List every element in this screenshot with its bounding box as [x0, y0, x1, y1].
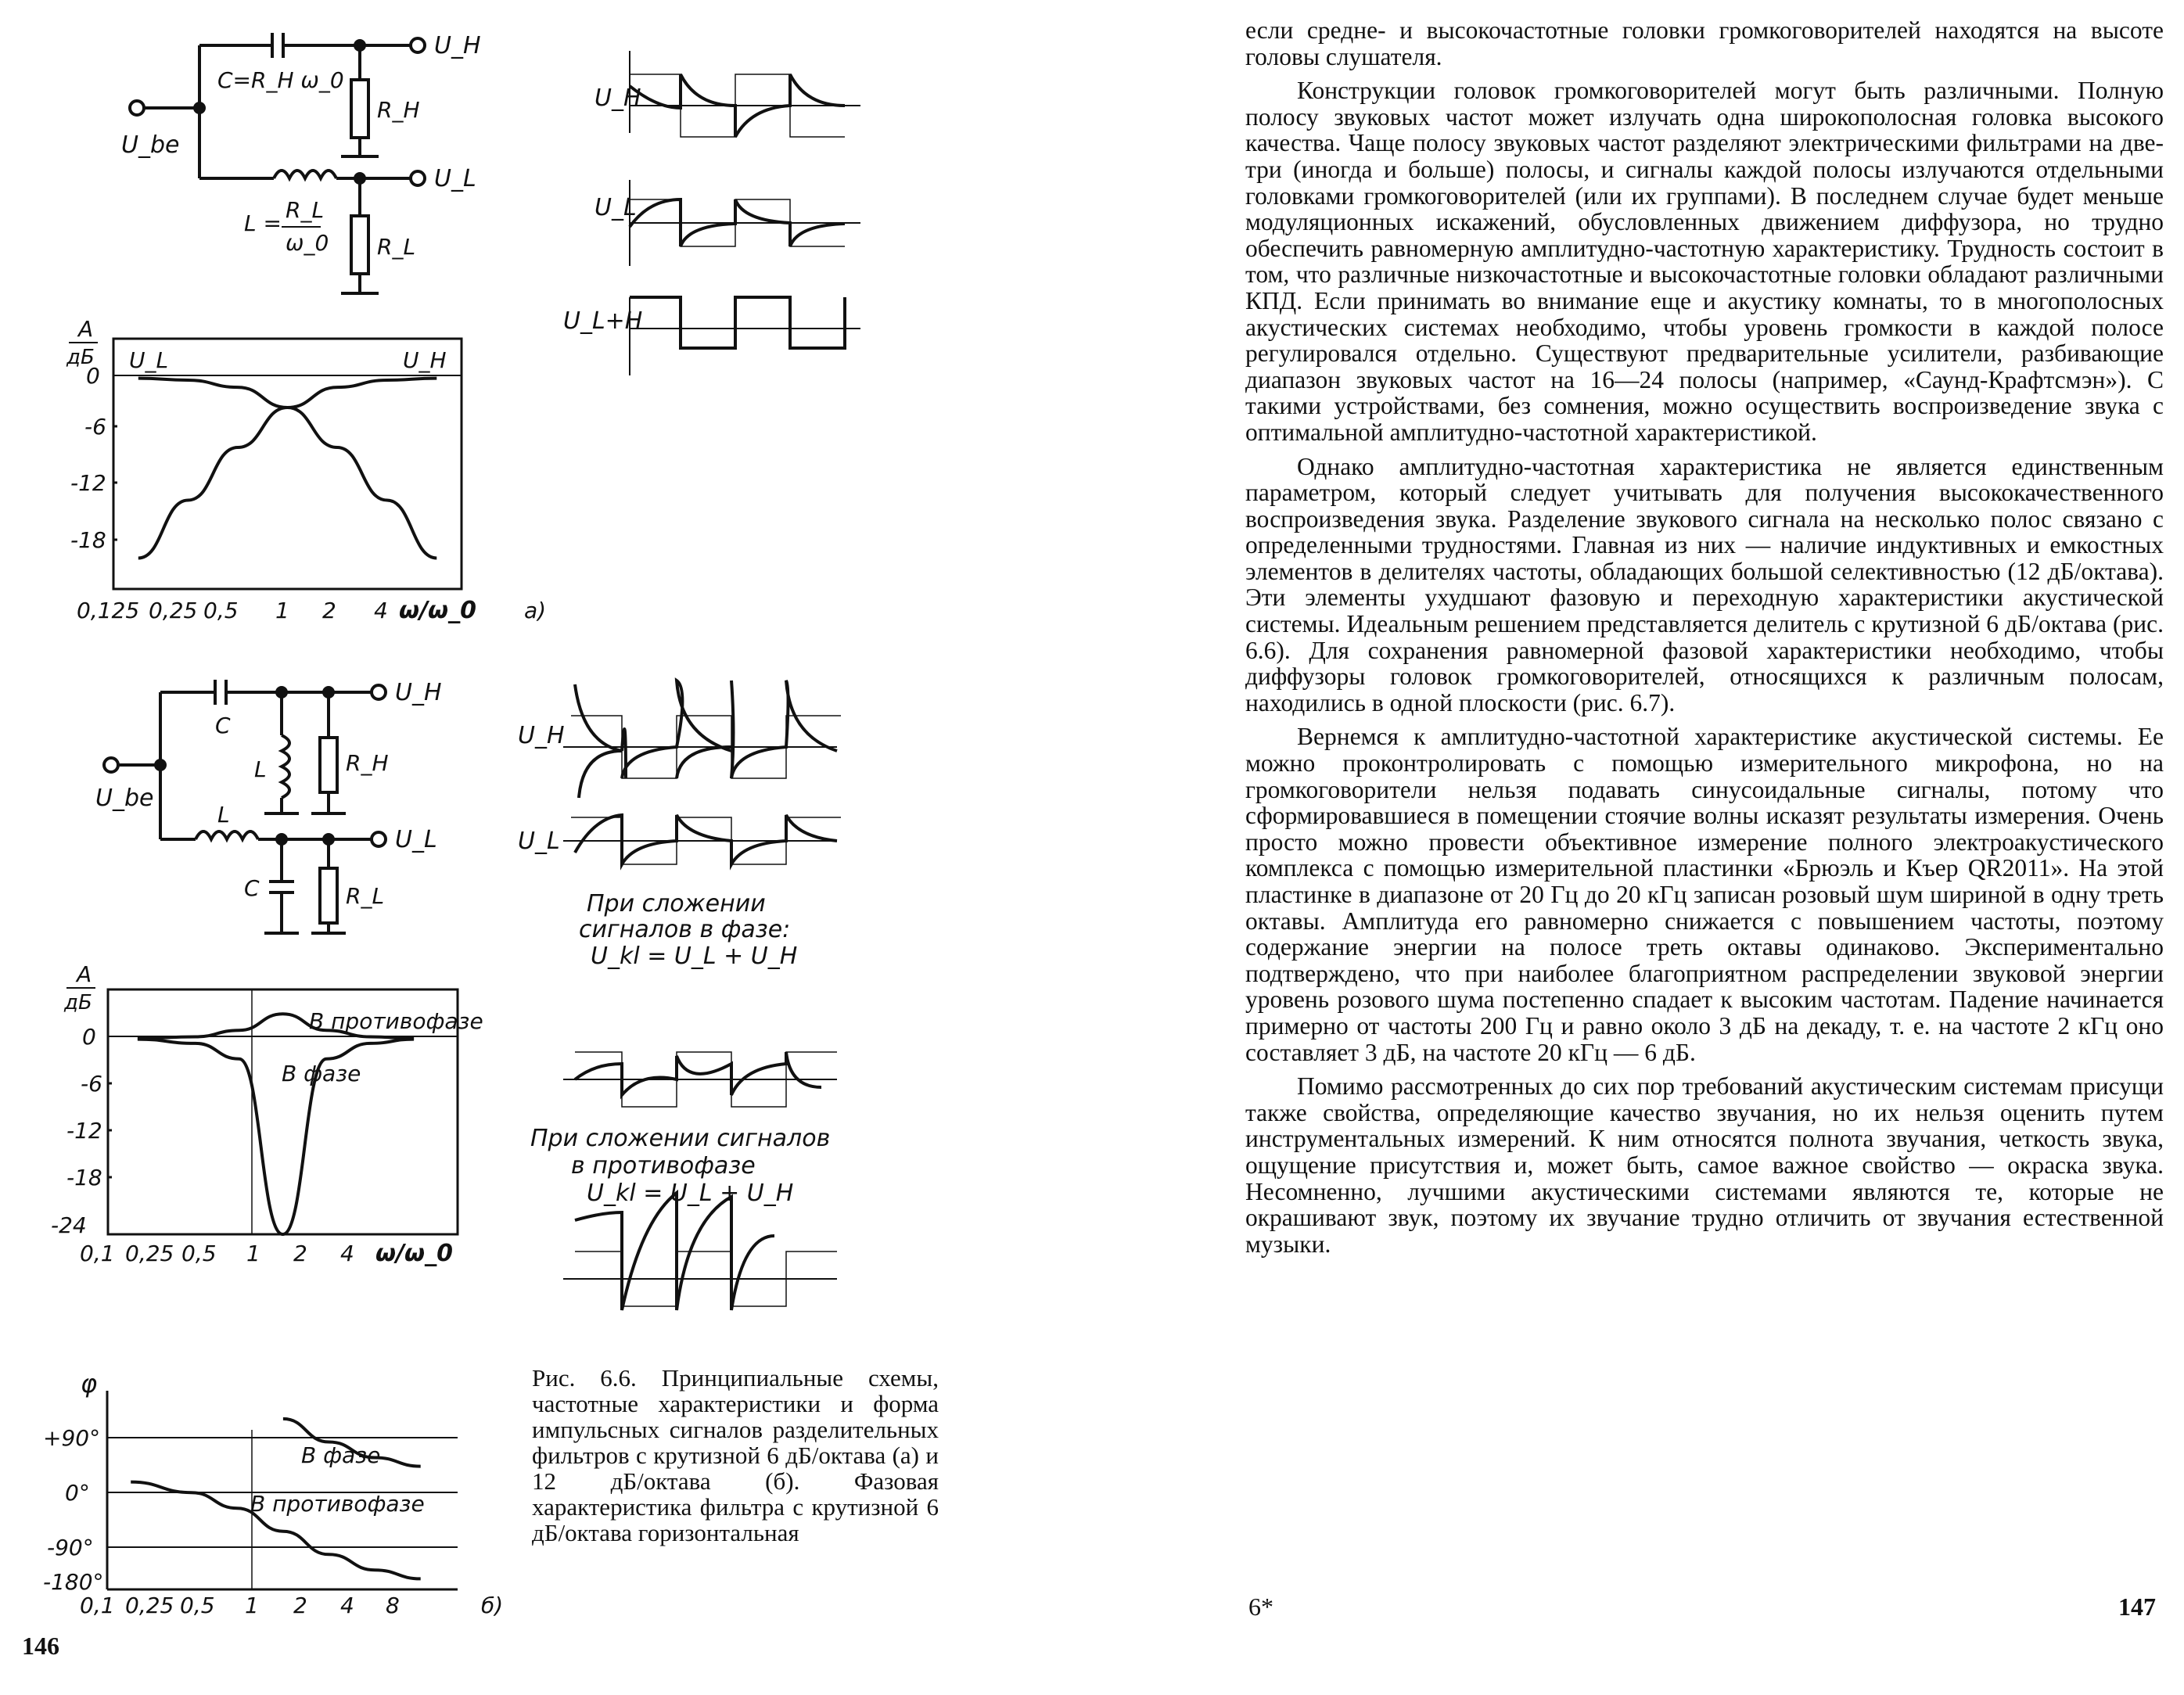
circuit-b-cap-top: C: [215, 713, 231, 738]
waveforms-b: [508, 673, 876, 1314]
chart-phase-ytick-0: +90°: [43, 1425, 101, 1451]
chart-a-curve-label-h: U_H: [403, 347, 447, 373]
figure-caption: Рис. 6.6. Принципиальные схемы, частотные характеристики и форма импульсных сигналов разделительных фильтров с крутизной 6 дБ/октава (а) и 12 дБ/октава (б). Фазовая характеристика фильтра с крутизной 6 дБ/октава горизонтальная: [532, 1364, 939, 1546]
chart-a-ytick-3: -18: [70, 527, 106, 553]
circuit-a-res-high: R_H: [377, 97, 420, 123]
chart-a-xtick-0: 0,125: [77, 598, 140, 623]
waveform-b-label-h: U_H: [518, 722, 565, 749]
circuit-a-out-high: U_H: [434, 32, 481, 59]
page-number-left: 146: [22, 1632, 59, 1660]
chart-b-ytick-1: -6: [81, 1071, 102, 1097]
paragraph-2: Конструкции головок громкоговорителей могут быть различными. Полную полосу звуковых частот может излучать одна широкополосная головка высокого качества. Чаще полосу звуковых частот разделяют электрическими фильтрами на две-три (иногда и больше) полосы, и сигналы каждой полосы излучаются отдельными головками громкоговорителей (или их группами). В последнем случае будет меньше модуляционных искажений, обусловленных движением диффузора, но трудно обеспечить равномерную амплитудно-частотную характеристику. Трудность состоит в том, что различные низкочастотные и высокочастотные головки обладают различными КПД. Если принимать во внимание еще и акустику комнаты, то в многополосных акустических системах необходимо, чтобы уровень громкости в каждой полосе регулировался отдельно. Существуют предварительные усилители, разбивающие диапазон звуковых частот на 16—24 полосы (например, «Саунд-Крафтсмэн»). С такими устройствами, без сомнения, можно осуществить воспроизведение звука с оптимальной амплитудно-частотной характеристикой.: [1245, 77, 2164, 446]
circuit-b-ind-series: L: [217, 802, 230, 828]
circuit-b-cap-shunt: C: [244, 875, 260, 901]
chart-a-curves-series-1: [138, 379, 437, 558]
chart-b-xtick-2: 0,5: [181, 1241, 217, 1266]
signature-mark: 6*: [1248, 1593, 1273, 1621]
chart-a-panel-label: а): [524, 598, 547, 623]
circuit-a-res-low: R_L: [377, 234, 416, 260]
in-phase-text-2: сигналов в фазе:: [579, 916, 791, 943]
circuit-b-out-high: U_H: [395, 679, 442, 706]
chart-a-xtick-5: 4: [374, 598, 388, 623]
waveform-a-label-sum: U_L+H: [563, 307, 643, 335]
chart-phase-xtick-5: 4: [340, 1593, 354, 1618]
chart-phase-xtick-4: 2: [293, 1593, 307, 1618]
chart-b-ytick-4: -24: [51, 1212, 87, 1238]
chart-a-xtick-3: 1: [275, 598, 289, 623]
circuit-a-out-low: U_L: [434, 165, 476, 192]
chart-b-xtick-5: 4: [340, 1241, 354, 1266]
chart-a-xtick-1: 0,25: [149, 598, 198, 623]
paragraph-1: если средне- и высокочастотные головки громкоговорителей находятся на высоте головы слушателя.: [1245, 16, 2164, 70]
anti-phase-text-2: в противофазе: [571, 1152, 756, 1180]
circuit-b-ind-shunt: L: [254, 756, 267, 782]
anti-phase-text-1: При сложении сигналов: [530, 1125, 831, 1152]
chart-a-ytick-0: 0: [86, 363, 100, 389]
chart-a: [55, 309, 555, 637]
chart-b-label-antiphase: В противофазе: [309, 1008, 483, 1034]
chart-phase-ylabel: φ: [81, 1369, 98, 1399]
chart-a-curve-label-l: U_L: [129, 347, 169, 373]
in-phase-formula: U_kl = U_L + U_H: [591, 943, 798, 970]
chart-b-xtick-4: 2: [293, 1241, 307, 1266]
chart-a-ytick-1: -6: [84, 414, 106, 440]
paragraph-5: Помимо рассмотренных до сих пор требований акустическим системам присущи также свойства, определяющие качество звучания, но их нельзя оценить путем инструментальных измерений. К ним относятся полнота звучания, четкость звука, ощущение присутствия и, может быть, самое важное свойство — окраска звука. Несомненно, лучшими акустическими системами являются те, которые не окрашивают звук, поэтому их звучание трудно отличить от звучания естественной музыки.: [1245, 1072, 2164, 1258]
chart-phase-ytick-2: -90°: [47, 1535, 94, 1560]
paragraph-4: Вернемся к амплитудно-частотной характеристике акустической системы. Ее можно проконтролировать с помощью измерительного микрофона, но на громкоговорители нельзя подавать синусоидальные сигналы, потому что сформировавшиеся в помещении стоячие волны исказят результаты измерения. Очень просто можно провести объективное измерение полного электроакустического комплекса с помощью измерительной пластинки «Брюэль и Къер QR2011». На этой пластинке в диапазоне от 20 Гц до 20 кГц записан розовый шум шириной в одну треть октавы. Амплитуда его равномерно снижается с повышением частоты, поэтому содержание энергии на полосе треть октавы одинаково. Экспериментально подтверждено, что при наиболее благоприятном распределении звуковой энергии уровень розового шума постепенно спадает к высоким частотам. Падение начинается примерно от частоты 200 Гц и равно около 3 дБ на декаду, т. е. на частоте 2 кГц оно составляет 3 дБ, на частоте 20 кГц — 6 дБ.: [1245, 723, 2164, 1066]
chart-a-ytick-2: -12: [70, 470, 106, 496]
body-text: [1245, 17, 2164, 1265]
anti-phase-formula: U_kl = U_L + U_H: [587, 1180, 794, 1207]
chart-b-xtick-3: 1: [246, 1241, 260, 1266]
waveform-a-label-l: U_L: [594, 194, 637, 221]
circuit-b-input: U_be: [95, 785, 154, 812]
circuit-a-ind-lhs: L =: [244, 210, 282, 236]
right-page: [1092, 0, 2184, 1695]
chart-b-label-inphase: В фазе: [282, 1061, 361, 1086]
chart-phase-label-inphase: В фазе: [301, 1442, 381, 1468]
circuit-b-out-low: U_L: [395, 826, 437, 853]
chart-phase-ytick-1: 0°: [65, 1480, 90, 1506]
circuit-b-res-high: R_H: [346, 750, 389, 776]
chart-b: [47, 954, 524, 1267]
circuit-b-res-low: R_L: [346, 883, 385, 909]
chart-a-xtick-2: 0,5: [203, 598, 239, 623]
circuit-b: [94, 669, 469, 950]
chart-phase: [43, 1361, 528, 1627]
chart-phase-xtick-1: 0,25: [125, 1593, 174, 1618]
in-phase-text-1: При сложении: [587, 890, 766, 918]
chart-a-curves-series-0: [138, 379, 437, 558]
chart-phase-xtick-2: 0,5: [180, 1593, 215, 1618]
circuit-a-ind-num: R_L: [286, 197, 325, 223]
chart-a-xtick-4: 2: [322, 598, 336, 623]
circuit-a: [110, 16, 485, 305]
chart-b-ylabel-den: дБ: [64, 991, 92, 1014]
chart-b-curves-series-1: [138, 1040, 414, 1234]
waveform-a-label-h: U_H: [594, 84, 641, 112]
paragraph-3: Однако амплитудно-частотная характеристика не является единственным параметром, который следует учитывать для получения высококачественного воспроизведения звука. Разделение звукового сигнала на несколько полос связано с определенными трудностями. Главная из них — наличие индуктивных и емкостных элементов в делителях частоты, обладающих большой селективностью (12 дБ/октава). Эти элементы ухудшают фазовую и переходную характеристики акустической системы. Идеальным решением представляется делитель с крутизной 6 дБ/октава (рис. 6.6). Для сохранения равномерной фазовой характеристики необходимо, чтобы диффузоры головок громкоговорителей, относящихся к различным полосам, находились в одной плоскости (рис. 6.7).: [1245, 452, 2164, 716]
chart-phase-panel-label: б): [481, 1593, 504, 1618]
chart-b-xtick-1: 0,25: [125, 1241, 174, 1266]
circuit-a-cap-formula: C=R_H ω_0: [217, 67, 344, 93]
circuit-a-input: U_be: [121, 131, 180, 159]
chart-b-ytick-2: -12: [66, 1118, 102, 1144]
waveform-b-label-l: U_L: [518, 828, 560, 855]
chart-b-xlabel: ω/ω_0: [375, 1240, 453, 1267]
chart-b-xtick-0: 0,1: [80, 1241, 115, 1266]
circuit-a-ind-den: ω_0: [286, 230, 329, 256]
chart-phase-label-antiphase: В противофазе: [250, 1491, 425, 1517]
chart-phase-xtick-6: 8: [386, 1593, 400, 1618]
waveforms-a: [532, 39, 876, 383]
chart-b-ytick-3: -18: [66, 1165, 102, 1190]
page-number-right: 147: [2118, 1593, 2156, 1621]
chart-phase-xtick-0: 0,1: [80, 1593, 115, 1618]
chart-phase-xtick-3: 1: [245, 1593, 259, 1618]
chart-a-xlabel: ω/ω_0: [399, 597, 476, 624]
chart-a-ylabel-den: дБ: [66, 346, 95, 369]
chart-a-ylabel-num: A: [78, 316, 94, 342]
chart-phase-ytick-3: -180°: [43, 1569, 104, 1595]
chart-b-ytick-0: 0: [82, 1024, 96, 1050]
chart-b-ylabel-num: A: [77, 961, 92, 987]
